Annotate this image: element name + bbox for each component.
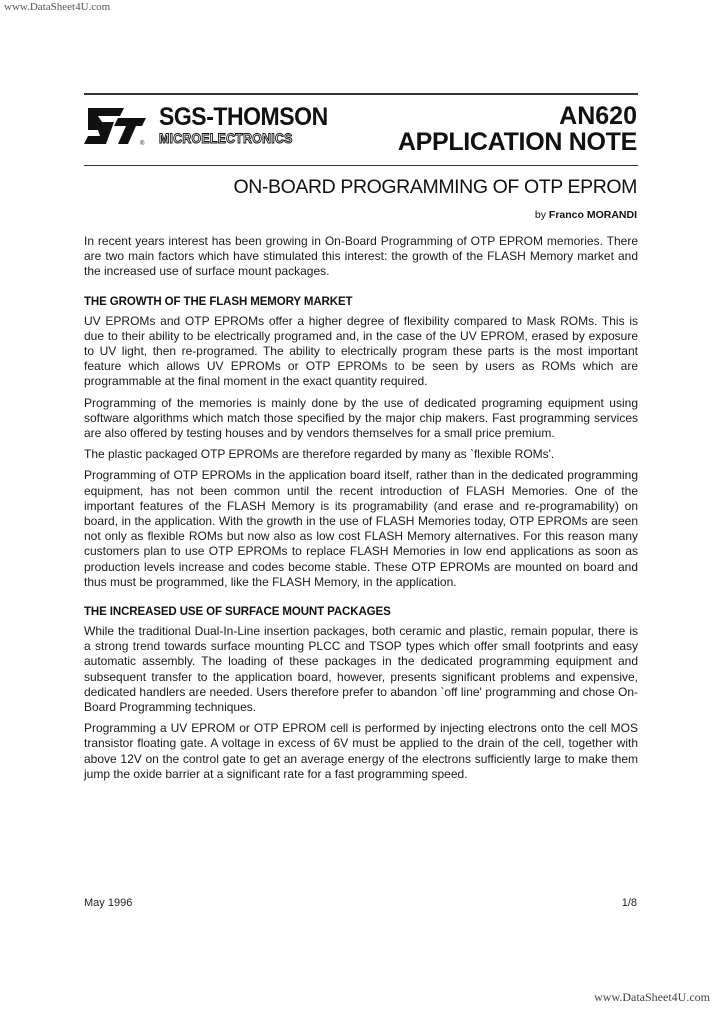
- svg-text:®: ®: [140, 141, 145, 147]
- section-1-paragraph: Programming of OTP EPROMs in the application board itself, rather than in the dedicated programming equipment, has not been common until the recent introduction of FLASH Memories. One of the important features of the FLASH Memory is its programability (and erase and re-programability) on board, in the application. With the growth in the use of FLASH Memories today, OTP EPROMs are seen not only as flexible ROMs but now also as low cost FLASH Memory alternatives. For this reason many customers plan to use OTP EPROMs to replace FLASH Memories in low end applications as soon as production levels increase and codes become stable. These OTP EPROMs are mounted on board and thus must be programmed, like the FLASH Memory, in the application.: [84, 468, 638, 589]
- intro-paragraph: In recent years interest has been growing in On-Board Programming of OTP EPROM memories. There are two main factors which have stimulated this interest: the growth of the FLASH Memory market and the increased use of surface mount packages.: [84, 234, 638, 279]
- section-1-heading: THE GROWTH OF THE FLASH MEMORY MARKET: [84, 295, 353, 308]
- header-top-rule: [84, 93, 638, 95]
- footer-date: May 1996: [84, 897, 133, 909]
- section-2-heading: THE INCREASED USE OF SURFACE MOUNT PACKAGES: [84, 606, 391, 619]
- section-1-paragraph: UV EPROMs and OTP EPROMs offer a higher degree of flexibility compared to Mask ROMs. This is due to their ability to be electrically programed and, in the case of the UV EPROM, erased by exposure to UV light, then re-programed. The ability to electrically program these parts is the most important feature which allows UV EPROMs or OTP EPROMs to be seen by users as ROMs which are programmable at the final moment in the exact quantity required.: [84, 313, 638, 389]
- section-1-paragraph: Programming of the memories is mainly done by the use of dedicated programing equipment using software algorithms which match those specified by the major chip makers. Fast programming services are also offered by testing houses and by vendors themselves for a small price premium.: [84, 395, 638, 441]
- company-name: SGS-THOMSON: [159, 103, 328, 131]
- st-logo-icon: [84, 104, 150, 148]
- author-line: [535, 209, 637, 221]
- application-note-block: [398, 103, 637, 155]
- an-code: AN620: [559, 102, 637, 130]
- author-name: Franco MORANDI: [548, 209, 637, 221]
- watermark-bottom: www.DataSheet4U.com: [594, 990, 710, 1004]
- section-2-paragraph: Programming a UV EPROM or OTP EPROM cell is performed by injecting electrons onto the cell MOS transistor floating gate. A voltage in excess of 6V must be applied to the drain of the cell, together with above 12V on the control gate to get an average energy of the electrons sufficiently large to make them jump the oxide barrier at a significant rate for a fast programming speed.: [84, 721, 638, 781]
- company-subtitle: MICROELECTRONICS: [159, 130, 293, 146]
- header-bottom-rule: [84, 165, 638, 166]
- watermark-top: www.DataSheet4U.com: [4, 1, 111, 13]
- section-1-paragraph: The plastic packaged OTP EPROMs are therefore regarded by many as `flexible ROMs'.: [84, 447, 555, 462]
- section-2-paragraph: While the traditional Dual-In-Line insertion packages, both ceramic and plastic, remain popular, there is a strong trend towards surface mounting PLCC and TSOP types which offer small footprints and easy automatic assembly. The loading of these packages in the dedicated programming equipment and subsequent transfer to the application board, however, presents significant problems and expensive, dedicated handlers are needed. Users therefore prefer to abandon `off line' programming and chose On-Board Programming techniques.: [84, 624, 638, 715]
- an-label: APPLICATION NOTE: [397, 128, 637, 156]
- company-block: [159, 104, 342, 146]
- document-body: [84, 234, 638, 788]
- document-title: ON-BOARD PROGRAMMING OF OTP EPROM: [233, 176, 637, 198]
- author-prefix: by: [534, 209, 546, 221]
- footer-page-number: 1/8: [621, 897, 637, 909]
